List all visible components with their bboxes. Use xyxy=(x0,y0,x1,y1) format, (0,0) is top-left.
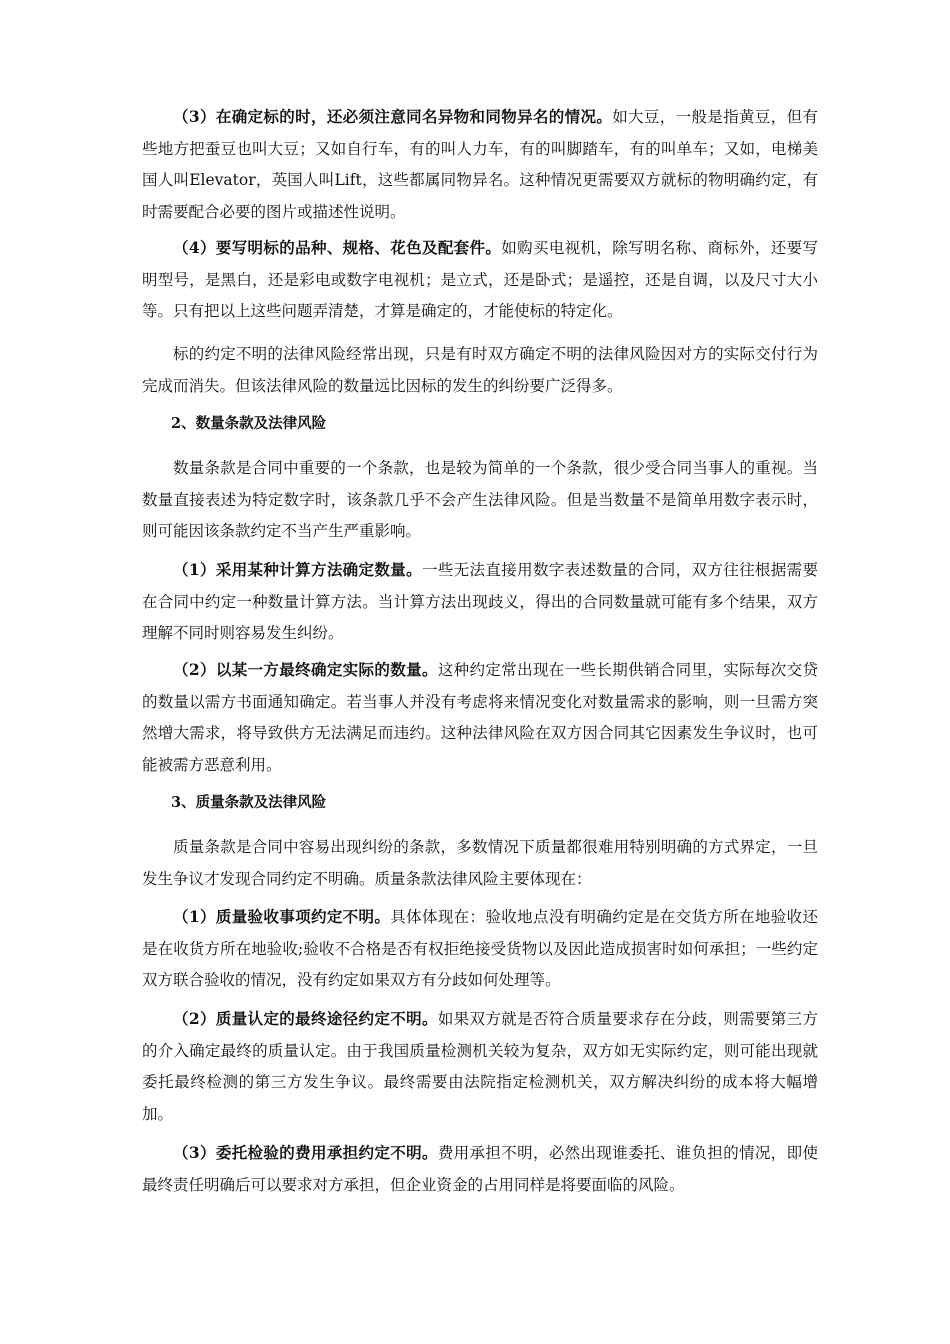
paragraph-body: 一些无法直接用数字表述数量的合同，双方往往根据需要在合同中约定一种数量计算方法。当计算方法出现歧义，得出的合同数量就可能有多个结果，双方理解不同时则容易发生纠纷。 xyxy=(142,561,818,642)
paragraph-body: 如购买电视机，除写明名称、商标外，还要写明型号，是黑白，还是彩电或数字电视机；是立式，还是卧式；是遥控，还是自调，以及尺寸大小等。只有把以上这些问题弄清楚，才算是确定的，才能使标的特定化。 xyxy=(142,239,818,320)
paragraph-quantity-intro xyxy=(142,453,818,548)
paragraph-lead: （2）质量认定的最终途径约定不明。 xyxy=(173,1009,438,1028)
paragraph-body: 具体体现在：验收地点没有明确约定是在交货方所在地验收还是在收货方所在地验收;验收不合格是否有权拒绝接受货物以及因此造成损害时如何承担；一些约定双方联合验收的情况，没有约定如果双方有分歧如何处理等。 xyxy=(142,908,818,989)
paragraph-lead: （2）以某一方最终确定实际的数量。 xyxy=(173,660,438,679)
paragraph-lead: （3）委托检验的费用承担约定不明。 xyxy=(173,1143,438,1162)
paragraph-quality-final-route xyxy=(142,1003,818,1130)
paragraph-body: 标的约定不明的法律风险经常出现，只是有时双方确定不明的法律风险因对方的实际交付行为完成而消失。但该法律风险的数量远比因标的发生的纠纷要广泛得多。 xyxy=(142,345,818,395)
paragraph-body: 质量条款是合同中容易出现纠纷的条款，多数情况下质量都很难用特别明确的方式界定，一旦发生争议才发现合同约定不明确。质量条款法律风险主要体现在： xyxy=(142,838,818,888)
paragraph-object-specs xyxy=(142,232,818,328)
paragraph-object-homonyms xyxy=(142,101,818,228)
paragraph-lead: （1）采用某种计算方法确定数量。 xyxy=(173,560,422,579)
paragraph-quality-acceptance xyxy=(142,901,818,997)
paragraph-object-risk-summary xyxy=(142,339,818,402)
section-heading-quantity: 2、数量条款及法律风险 xyxy=(171,415,327,432)
paragraph-body: 这种约定常出现在一些长期供销合同里，实际每次交贷的数量以需方书面通知确定。若当事人并没有考虑将来情况变化对数量需求的影响，则一旦需方突然增大需求，将导致供方无法满足而违约。这种法律风险在双方因合同其它因素发生争议时，也可能被需方恶意利用。 xyxy=(142,661,818,774)
paragraph-body: 如大豆，一般是指黄豆，但有些地方把蚕豆也叫大豆；又如自行车，有的叫人力车，有的叫脚踏车，有的叫单车；又如，电梯美国人叫Elevator，英国人叫Lift，这些都属同物异名。这种情况更需要双方就标的物明确约定，有时需要配合必要的图片或描述性说明。 xyxy=(142,108,818,221)
paragraph-quality-intro xyxy=(142,832,818,895)
paragraph-quantity-calculation xyxy=(142,554,818,650)
paragraph-lead: （3）在确定标的时，还必须注意同名异物和同物异名的情况。 xyxy=(173,107,613,126)
paragraph-lead: （4）要写明标的品种、规格、花色及配套件。 xyxy=(173,238,502,257)
paragraph-lead: （1）质量验收事项约定不明。 xyxy=(173,907,391,926)
paragraph-body: 如果双方就是否符合质量要求存在分歧，则需要第三方的介入确定最终的质量认定。由于我国质量检测机关较为复杂，双方如无实际约定，则可能出现就委托最终检测的第三方发生争议。最终需要由法院指定检测机关，双方解决纠纷的成本将大幅增加。 xyxy=(142,1010,818,1123)
paragraph-quality-inspection-cost xyxy=(142,1137,818,1201)
paragraph-quantity-one-party xyxy=(142,654,818,781)
section-heading-quality: 3、质量条款及法律风险 xyxy=(171,794,327,811)
paragraph-body: 数量条款是合同中重要的一个条款，也是较为简单的一个条款，很少受合同当事人的重视。当数量直接表述为特定数字时，该条款几乎不会产生法律风险。但是当数量不是简单用数字表示时，则可能因该条款约定不当产生严重影响。 xyxy=(142,459,818,540)
paragraph-body: 费用承担不明，必然出现谁委托、谁负担的情况，即使最终责任明确后可以要求对方承担，但企业资金的占用同样是将要面临的风险。 xyxy=(142,1144,818,1194)
